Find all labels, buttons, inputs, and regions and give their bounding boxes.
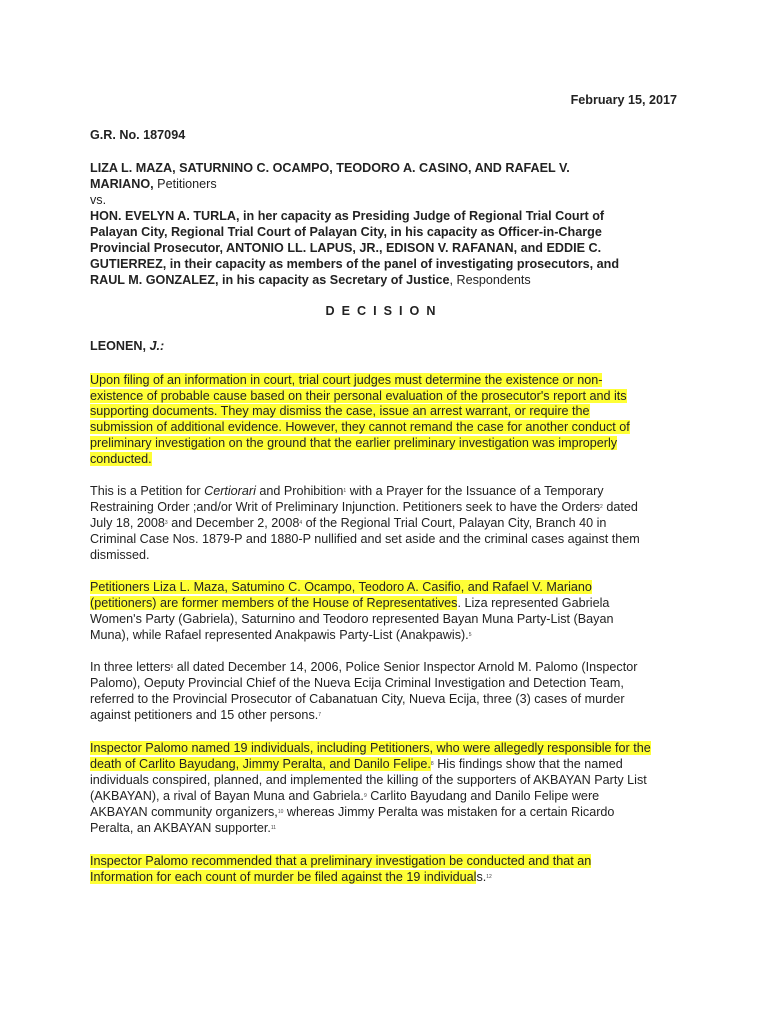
highlighted-text: death of Carlito Bayudang, Jimmy Peralta, and Danilo Felipe. (90, 757, 431, 771)
highlighted-text: (petitioners) are former members of the House of Representatives (90, 596, 458, 610)
respondents-line: Provincial Prosecutor, ANTONIO LL. LAPUS, JR., EDISON V. RAFANAN, and EDDIE C. (90, 241, 602, 255)
highlighted-text: Information for each count of murder be filed against the 19 individual (90, 870, 477, 884)
versus-label: vs. (90, 193, 107, 207)
highlighted-text: Petitioners Liza L. Maza, Satumino C. Ocampo, Teodoro A. Casifio, and Rafael V. Mariano (90, 580, 592, 594)
respondents-label: , Respondents (449, 273, 531, 287)
footnote-ref[interactable]: 12 (486, 874, 492, 880)
text-span: . Liza represented Gabriela (457, 596, 610, 610)
petitioners-label: Petitioners (157, 177, 217, 191)
respondents-text: RAUL M. GONZALEZ, in his capacity as Secretary of Justice (90, 273, 450, 287)
text-line: individuals conspired, planned, and implemented the killing of the supporters of AKBAYAN Party List (90, 773, 647, 787)
highlighted-text: supporting documents. They may dismiss the case, issue an arrest warrant, or require the (90, 404, 590, 418)
footnote-ref[interactable]: 11 (270, 825, 277, 831)
italic-term: Certiorari (204, 484, 256, 498)
text-span: whereas Jimmy Peralta was mistaken for a certain Ricardo (283, 805, 615, 819)
footnote-ref[interactable]: 8 (430, 761, 434, 767)
text-line: dismissed. (90, 548, 150, 562)
respondents-line (90, 272, 531, 288)
text-span: (AKBAYAN), a rival of Bayan Muna and Gabriela. (90, 789, 364, 803)
text-span: In three letters (90, 660, 171, 674)
text-span: with a Prayer for the Issuance of a Temporary (346, 484, 604, 498)
petitioners-names-line: LIZA L. MAZA, SATURNINO C. OCAMPO, TEODORO A. CASINO, AND RAFAEL V. (90, 161, 570, 175)
footnote-ref[interactable]: 4 (299, 520, 303, 526)
decision-heading: DECISION (325, 304, 443, 318)
text-span: July 18, 2008 (90, 516, 165, 530)
text-line: Palomo), Oeputy Provincial Chief of the Nueva Ecija Criminal Investigation and Detection Team, (90, 676, 624, 690)
highlighted-text: Inspector Palomo named 19 individuals, including Petitioners, who were allegedly responsible for the (90, 741, 651, 755)
highlighted-text: Upon filing of an information in court, trial court judges must determine the existence or non- (90, 373, 603, 387)
text-span: His findings show that the named (433, 757, 623, 771)
footnote-ref[interactable]: 3 (164, 520, 168, 526)
text-span: Restraining Order ;and/or Writ of Preliminary Injunction. Petitioners seek to have the Orders (90, 500, 601, 514)
respondents-line: HON. EVELYN A. TURLA, in her capacity as Presiding Judge of Regional Trial Court of (90, 209, 605, 223)
footnote-ref[interactable]: 5 (468, 632, 472, 638)
text-span: all dated December 14, 2006, Police Senior Inspector Arnold M. Palomo (Inspector (173, 660, 638, 674)
text-span: dated (602, 500, 638, 514)
text-span: and Prohibition (255, 484, 344, 498)
footnote-ref[interactable]: 10 (277, 809, 284, 815)
footnote-ref[interactable]: 6 (170, 664, 174, 670)
petitioner-name: MARIANO, (90, 177, 154, 191)
respondents-line: GUTIERREZ, in their capacity as members of the panel of investigating prosecutors, and (90, 257, 620, 271)
text-span: s. (476, 870, 487, 884)
highlighted-text: conducted. (90, 452, 152, 466)
text-span: Muna), while Rafael represented Anakpawis Party-List (Anakpawis). (90, 628, 469, 642)
text-line: Women's Party (Gabriela), Saturnino and Teodoro represented Bayan Muna Party-List (Bayan (90, 612, 614, 626)
text-line: referred to the Provincial Prosecutor of Cabanatuan City, Nueva Ecija, three (3) cases of murder (90, 692, 625, 706)
text-line: Criminal Case Nos. 1879-P and 1880-P nullified and set aside and the criminal cases against them (90, 532, 640, 546)
text-span: and December 2, 2008 (167, 516, 300, 530)
footnote-ref[interactable]: 1 (343, 488, 347, 494)
ponente-title: J.: (149, 339, 165, 353)
decision-date: February 15, 2017 (570, 93, 677, 107)
petitioners-names-line (90, 176, 217, 192)
case-number: G.R. No. 187094 (90, 128, 186, 142)
text-span: Carlito Bayudang and Danilo Felipe were (366, 789, 600, 803)
highlighted-text: submission of additional evidence. However, they cannot remand the case for another conduct of (90, 420, 630, 434)
footnote-ref[interactable]: 7 (318, 712, 322, 718)
text-span: AKBAYAN community organizers, (90, 805, 278, 819)
respondents-line: Palayan City, Regional Trial Court of Palayan City, in his capacity as Officer-in-Charge (90, 225, 602, 239)
footnote-ref[interactable]: 9 (363, 793, 367, 799)
text-span: of the Regional Trial Court, Palayan City, Branch 40 in (302, 516, 607, 530)
highlighted-text: Inspector Palomo recommended that a preliminary investigation be conducted and that an (90, 854, 592, 868)
ponente-name: LEONEN, (90, 339, 146, 353)
highlighted-text: existence of probable cause based on their personal evaluation of the prosecutor's report and its (90, 389, 627, 403)
text-span: This is a Petition for (90, 484, 205, 498)
footnote-ref[interactable]: 2 (600, 504, 603, 510)
highlighted-text: preliminary investigation on the ground that the earlier preliminary investigation was improperly (90, 436, 618, 450)
text-span: Peralta, an AKBAYAN supporter. (90, 821, 271, 835)
text-span: against petitioners and 15 other persons. (90, 708, 319, 722)
ponente (90, 338, 164, 354)
